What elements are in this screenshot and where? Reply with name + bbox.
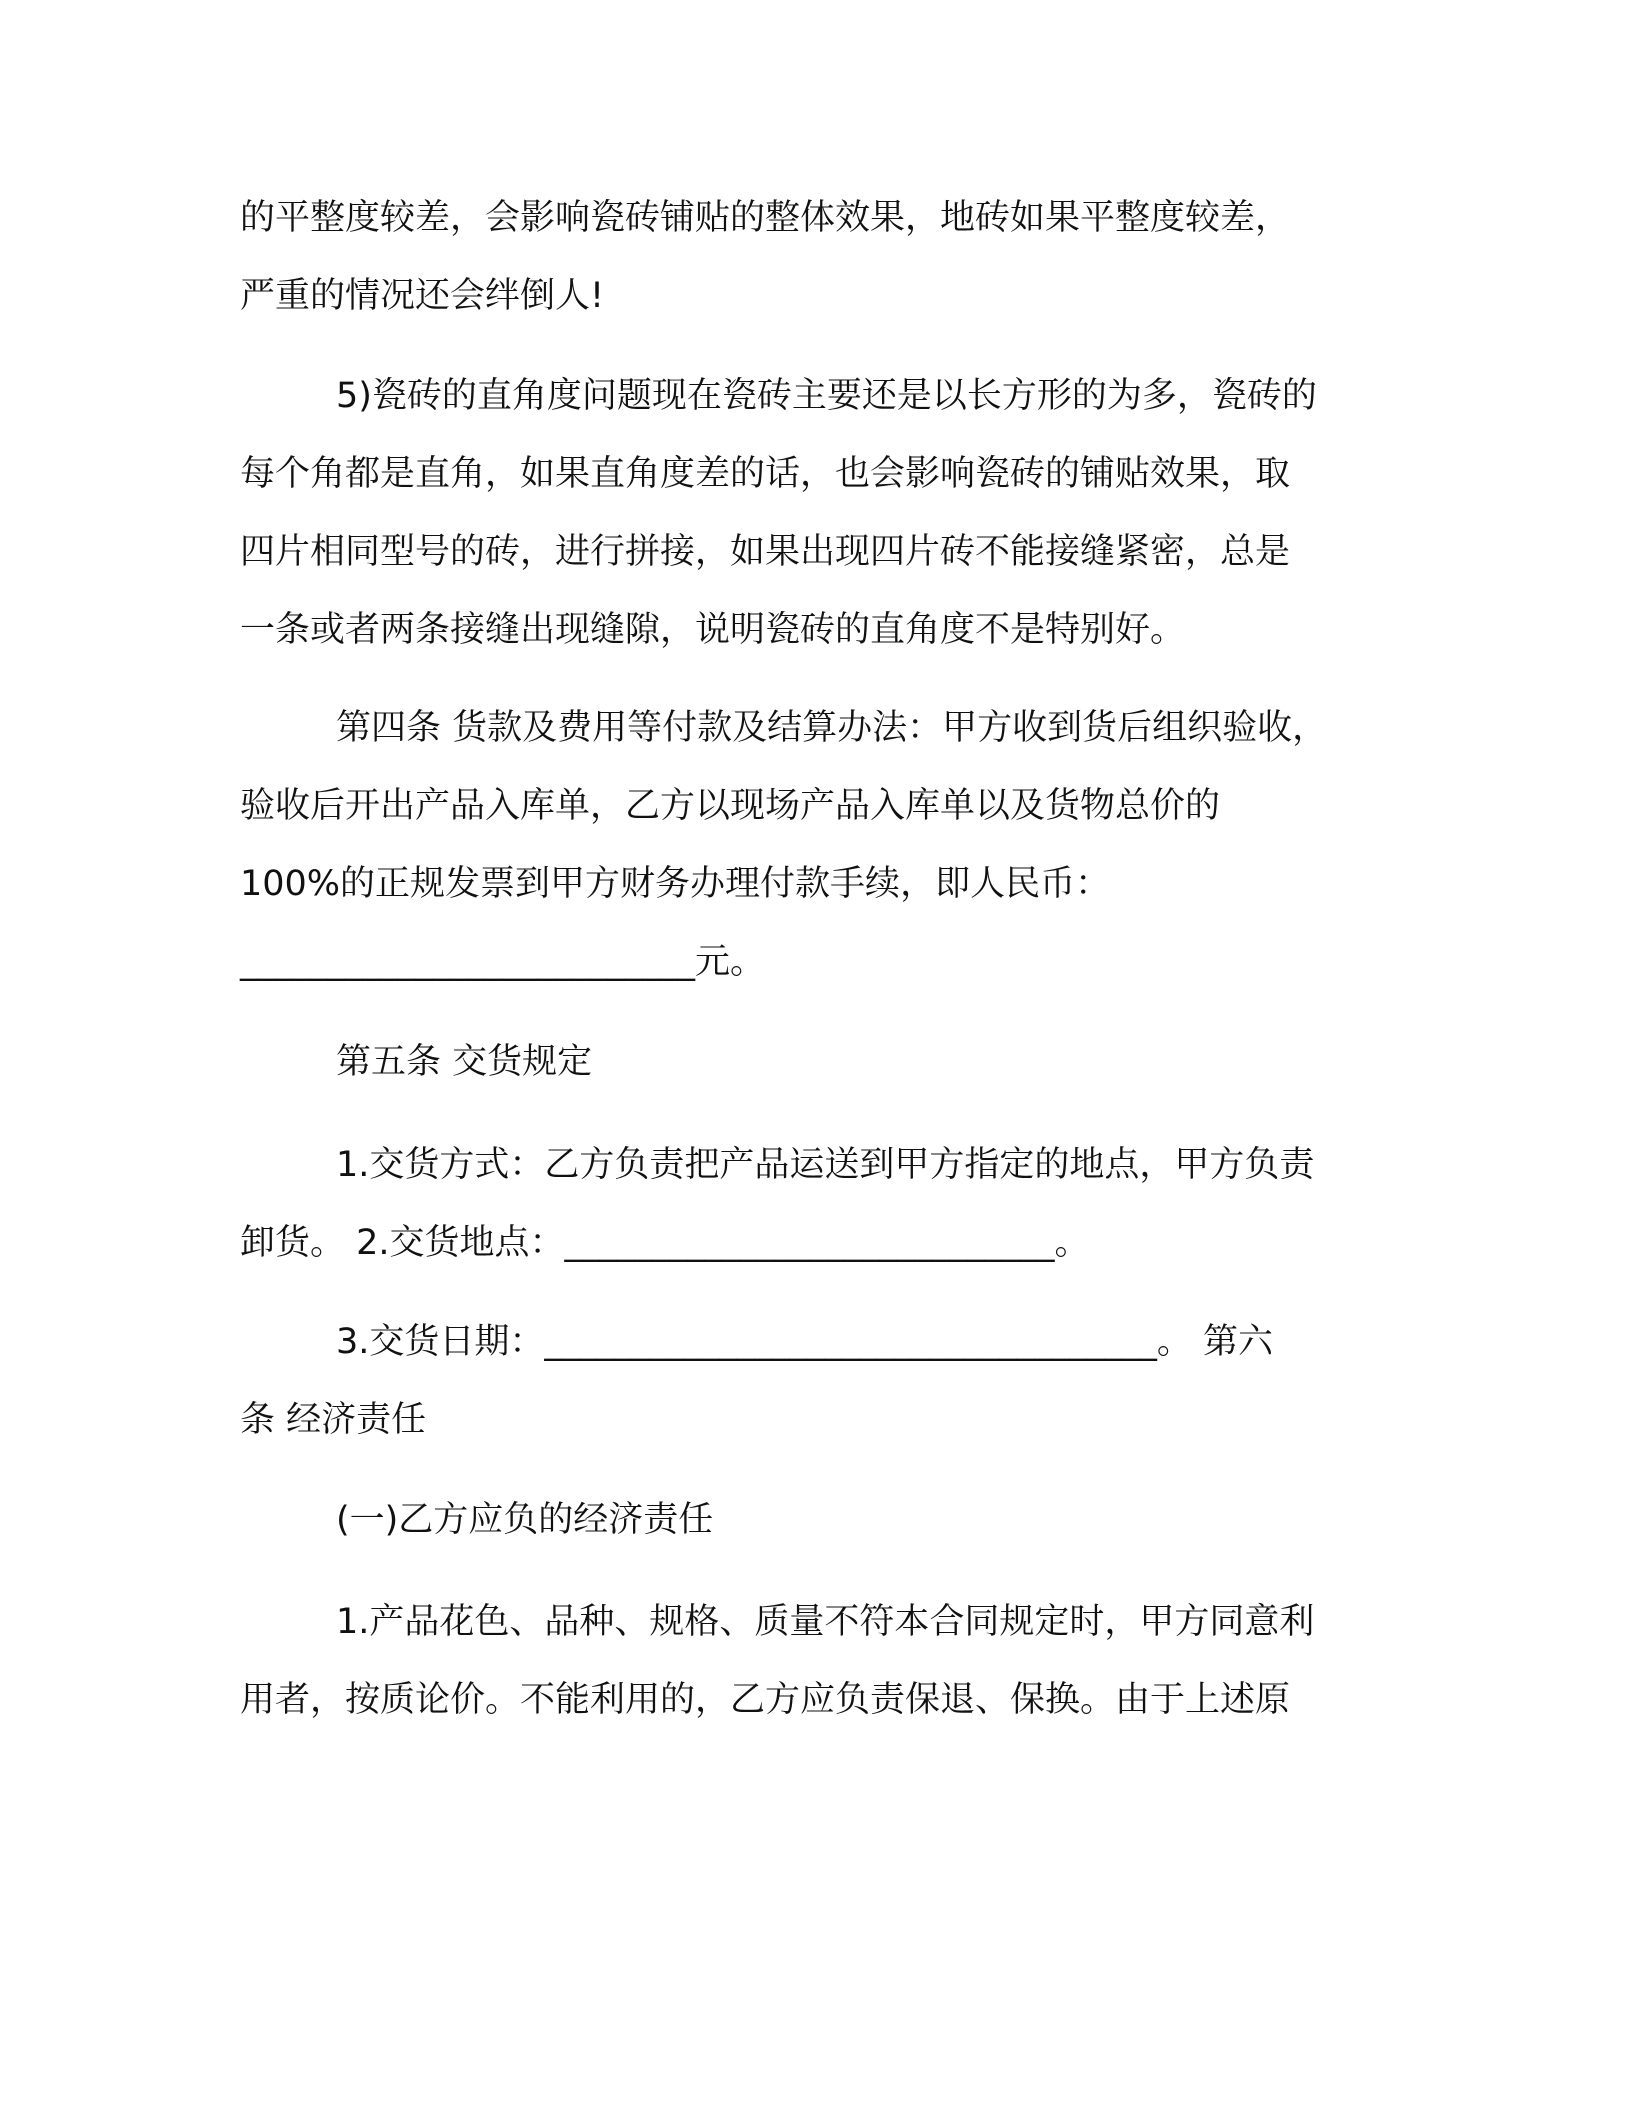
text-line: 第四条 货款及费用等付款及结算办法：甲方收到货后组织验收，	[336, 708, 1328, 748]
text-line: __________________________元。	[240, 942, 766, 982]
section-heading: 第五条 交货规定	[336, 1042, 593, 1082]
text-line: 3.交货日期：___________________________________。 第六	[336, 1322, 1274, 1362]
text-line: 卸货。 2.交货地点：____________________________。	[240, 1223, 1090, 1263]
text-line: 一条或者两条接缝出现缝隙，说明瓷砖的直角度不是特别好。	[240, 610, 1186, 650]
text-line: 严重的情况还会绊倒人!	[240, 276, 605, 316]
text-line: 验收后开出产品入库单，乙方以现场产品入库单以及货物总价的	[240, 786, 1221, 826]
text-line: 100%的正规发票到甲方财务办理付款手续，即人民币：	[240, 864, 1111, 904]
text-line: 1.产品花色、品种、规格、质量不符本合同规定时，甲方同意利	[336, 1602, 1315, 1642]
text-line: 1.交货方式：乙方负责把产品运送到甲方指定的地点，甲方负责	[336, 1145, 1315, 1185]
text-line: 用者，按质论价。不能利用的，乙方应负责保退、保换。由于上述原	[240, 1680, 1291, 1720]
text-line: 四片相同型号的砖，进行拼接，如果出现四片砖不能接缝紧密，总是	[240, 532, 1291, 572]
text-line: 每个角都是直角，如果直角度差的话，也会影响瓷砖的铺贴效果，取	[240, 454, 1291, 494]
text-line: 5)瓷砖的直角度问题现在瓷砖主要还是以长方形的为多，瓷砖的	[336, 376, 1317, 416]
text-line: (一)乙方应负的经济责任	[336, 1500, 714, 1540]
text-line: 条 经济责任	[240, 1400, 427, 1440]
text-line: 的平整度较差，会影响瓷砖铺贴的整体效果，地砖如果平整度较差，	[240, 198, 1291, 238]
